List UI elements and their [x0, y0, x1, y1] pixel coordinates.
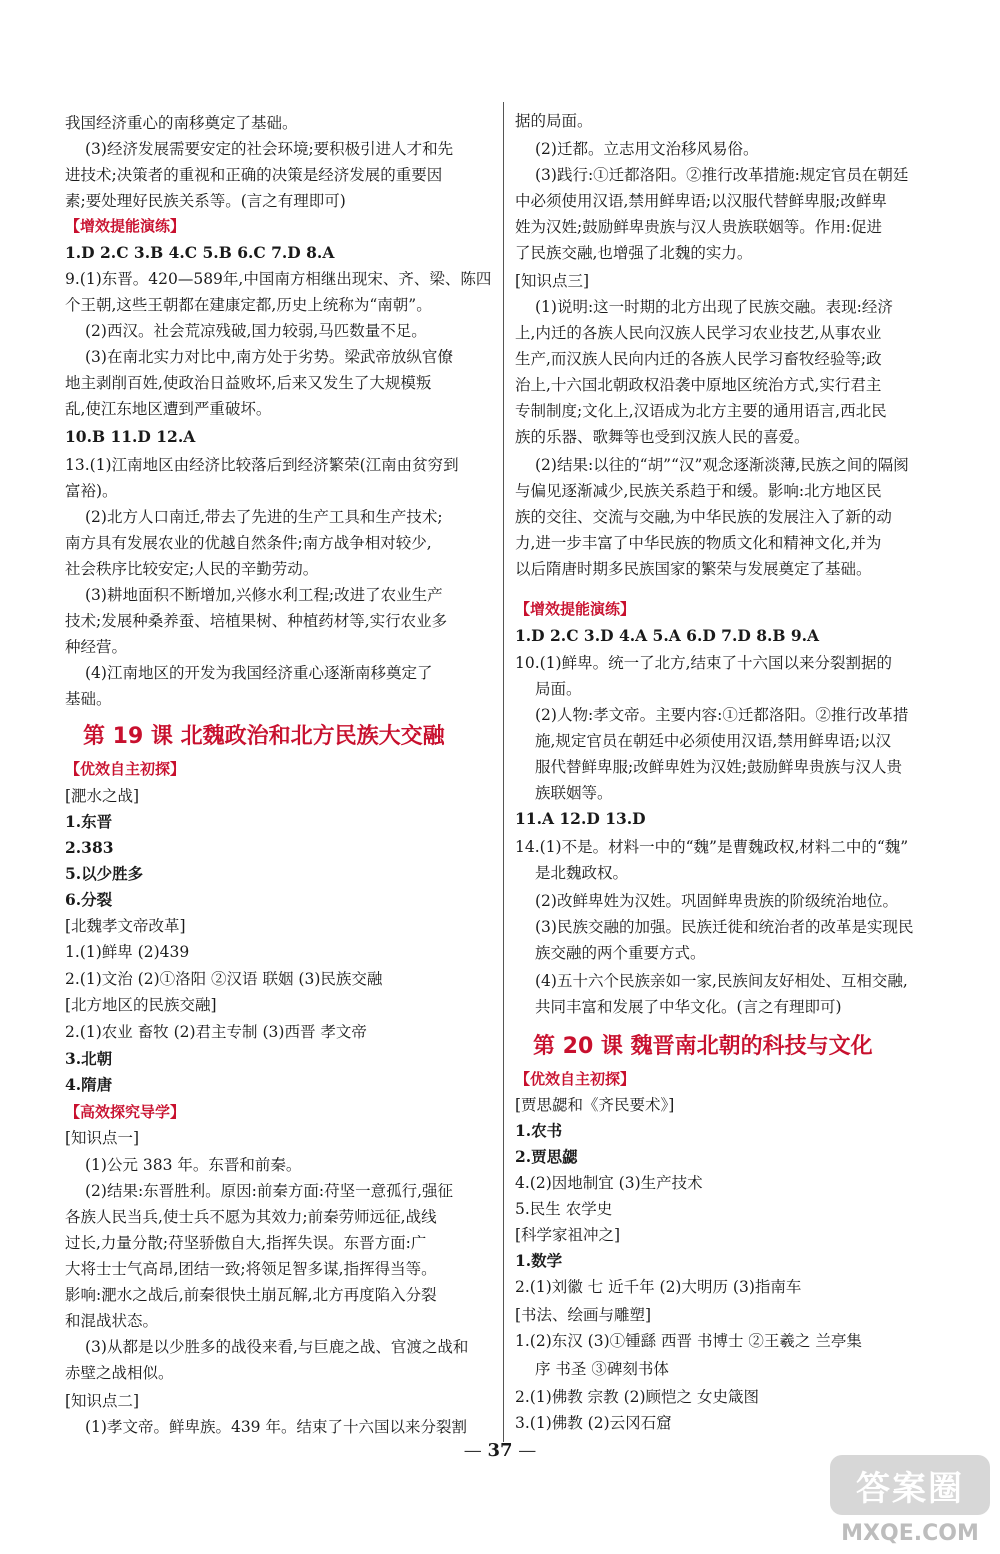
answer-line: (3)耕地面积不断增加,兴修水利工程;改进了农业生产: [85, 586, 443, 604]
answer-line: 种经营。: [65, 638, 128, 656]
answer-line: 赤壁之战相似。: [65, 1364, 174, 1382]
answer-line: 基础。: [65, 690, 112, 708]
answer-line: 14.(1)不是。材料一中的“魏”是曹魏政权,材料二中的“魏”: [515, 838, 909, 856]
answer-line: 中必须使用汉语,禁用鲜卑语;以汉服代替鲜卑服;改鲜卑: [515, 192, 887, 210]
answer-line: 11.A 12.D 13.D: [515, 809, 646, 828]
answer-line: 共同丰富和发展了中华文化。(言之有理即可): [535, 998, 842, 1016]
answer-line: 素;要处理好民族关系等。(言之有理即可): [65, 192, 346, 210]
answer-line: 过长,力量分散;苻坚骄傲自大,指挥失误。东晋方面:广: [65, 1234, 427, 1252]
answer-line: (2)西汉。社会荒凉残破,国力较弱,马匹数量不足。: [85, 322, 427, 340]
answer-line: [书法、绘画与雕塑]: [515, 1306, 652, 1324]
section-tag: 【高效探究导学】: [65, 1103, 186, 1121]
answer-line: 2.(1)刘徽 七 近千年 (2)大明历 (3)指南车: [515, 1278, 802, 1296]
answer-line: 10.(1)鲜卑。统一了北方,结束了十六国以来分裂割据的: [515, 654, 893, 672]
answer-line: 影响:淝水之战后,前秦很快土崩瓦解,北方再度陷入分裂: [65, 1286, 437, 1304]
answer-line: 3.(1)佛教 (2)云冈石窟: [515, 1414, 672, 1432]
answer-line: 和混战状态。: [65, 1312, 159, 1330]
watermark: [830, 1455, 990, 1551]
answer-line: 了民族交融,也增强了北魏的实力。: [515, 244, 753, 262]
answer-line: (2)北方人口南迁,带去了先进的生产工具和生产技术;: [85, 508, 443, 526]
answer-line: [北方地区的民族交融]: [65, 996, 217, 1014]
answer-line: 进技术;决策者的重视和正确的决策是经济发展的重要因: [65, 166, 443, 184]
answer-line: 各族人民当兵,使士兵不愿为其效力;前秦劳师远征,战线: [65, 1208, 437, 1226]
watermark-url: MXQE.COM: [841, 1521, 979, 1546]
answer-line: 13.(1)江南地区由经济比较落后到经济繁荣(江南由贫穷到: [65, 456, 459, 474]
page-number: [440, 1440, 560, 1461]
answer-line: (2)结果:以往的“胡”“汉”观念逐渐淡薄,民族之间的隔阂: [535, 456, 909, 474]
answer-line: [知识点三]: [515, 272, 590, 290]
answer-line: 2.(1)佛教 宗教 (2)顾恺之 女史箴图: [515, 1388, 759, 1406]
answer-line: [贾思勰和《齐民要术》]: [515, 1096, 675, 1114]
answer-line: [科学家祖冲之]: [515, 1226, 621, 1244]
answer-line: (2)结果:东晋胜利。原因:前秦方面:苻坚一意孤行,强征: [85, 1182, 454, 1200]
lesson-title: 第 19 课 北魏政治和北方民族大交融: [83, 724, 445, 749]
section-tag: 【优效自主初探】: [65, 760, 186, 778]
watermark-logo: 答案圈: [856, 1469, 964, 1509]
answer-line: (2)迁都。立志用文治移风易俗。: [535, 140, 759, 158]
answer-line: (3)在南北实力对比中,南方处于劣势。梁武帝放纵官僚: [85, 348, 453, 366]
answer-line: [知识点二]: [65, 1392, 140, 1410]
answer-line: 乱,使江东地区遭到严重破坏。: [65, 400, 272, 418]
answer-line: 1.(2)东汉 (3)①锺繇 西晋 书博士 ②王羲之 兰亭集: [515, 1332, 862, 1350]
answer-line: 我国经济重心的南移奠定了基础。: [65, 114, 298, 132]
page-number-dash-right-icon: —: [512, 1440, 537, 1461]
answer-line: 个王朝,这些王朝都在建康定都,历史上统称为“南朝”。: [65, 296, 432, 314]
answer-line: (3)践行:①迁都洛阳。②推行改革措施:规定官员在朝廷: [535, 166, 909, 184]
page-number-value: 37: [487, 1440, 513, 1461]
answer-line: 2.(1)文治 (2)①洛阳 ②汉语 联姻 (3)民族交融: [65, 970, 383, 988]
lesson-title: 第 20 课 魏晋南北朝的科技与文化: [533, 1034, 873, 1059]
answer-line: 治上,十六国北朝政权沿袭中原地区统治方式,实行君主: [515, 376, 882, 394]
answer-line: 1.数学: [515, 1251, 563, 1270]
answer-line: 9.(1)东晋。420—589年,中国南方相继出现宋、齐、梁、陈四: [65, 270, 492, 288]
answer-line: 大将士士气高昂,团结一致;将领足智多谋,指挥得当等。: [65, 1260, 437, 1278]
answer-line: (4)江南地区的开发为我国经济重心逐渐南移奠定了: [85, 664, 433, 682]
answer-line: (3)民族交融的加强。民族迁徙和统治者的改革是实现民: [535, 918, 914, 936]
answer-line: 上,内迁的各族人民向汉族人民学习农业技艺,从事农业: [515, 324, 882, 342]
answer-line: 据的局面。: [515, 112, 593, 130]
answer-line: 5.民生 农学史: [515, 1200, 613, 1218]
answer-line: 地主剥削百姓,使政治日益败坏,后来又发生了大规模叛: [65, 374, 432, 392]
answer-line: 5.以少胜多: [65, 864, 144, 883]
answer-line: 族的交往、交流与交融,为中华民族的发展注入了新的动: [515, 508, 892, 526]
section-tag: 【优效自主初探】: [515, 1070, 636, 1088]
answer-line: 技术;发展种桑养蚕、培植果树、种植药材等,实行农业多: [65, 612, 448, 630]
answer-line: 1.D 2.C 3.B 4.C 5.B 6.C 7.D 8.A: [65, 243, 335, 262]
answer-line: 富裕)。: [65, 482, 118, 500]
answer-line: 2.(1)农业 畜牧 (2)君主专制 (3)西晋 孝文帝: [65, 1023, 367, 1041]
answer-line: 专制制度;文化上,汉语成为北方主要的通用语言,西北民: [515, 402, 887, 420]
answer-line: 4.(2)因地制宜 (3)生产技术: [515, 1174, 703, 1192]
answer-line: 姓为汉姓;鼓励鲜卑贵族与汉人贵族联姻等。作用:促进: [515, 218, 882, 236]
answer-line: (2)人物:孝文帝。主要内容:①迁都洛阳。②推行改革措: [535, 706, 909, 724]
answer-line: 3.北朝: [65, 1049, 113, 1068]
section-tag: 【增效提能演练】: [515, 600, 636, 618]
answer-line: 施,规定官员在朝廷中必须使用汉语,禁用鲜卑语;以汉: [535, 732, 892, 750]
answer-line: 力,进一步丰富了中华民族的物质文化和精神文化,并为: [515, 534, 882, 552]
answer-line: 社会秩序比较安定;人民的辛勤劳动。: [65, 560, 319, 578]
answer-line: 南方具有发展农业的优越自然条件;南方战争相对较少,: [65, 534, 432, 552]
answer-line: (1)说明:这一时期的北方出现了民族交融。表现:经济: [535, 298, 893, 316]
answer-line: [知识点一]: [65, 1129, 140, 1147]
answer-line: (3)从都是以少胜多的战役来看,与巨鹿之战、官渡之战和: [85, 1338, 469, 1356]
answer-line: 1.D 2.C 3.D 4.A 5.A 6.D 7.D 8.B 9.A: [515, 626, 820, 645]
section-tag: 【增效提能演练】: [65, 217, 186, 235]
answer-line: 族的乐器、歌舞等也受到汉族人民的喜爱。: [515, 428, 810, 446]
answer-line: (1)孝文帝。鲜卑族。439 年。结束了十六国以来分裂割: [85, 1418, 467, 1436]
answer-line: 族联姻等。: [535, 784, 613, 802]
answer-line: 局面。: [535, 680, 582, 698]
answer-line: 服代替鲜卑服;改鲜卑姓为汉姓;鼓励鲜卑贵族与汉人贵: [535, 758, 902, 776]
answer-line: 以后隋唐时期多民族国家的繁荣与发展奠定了基础。: [515, 560, 872, 578]
answer-line: 1.(1)鲜卑 (2)439: [65, 943, 190, 961]
column-divider: [503, 102, 504, 1442]
answer-line: 4.隋唐: [65, 1075, 113, 1094]
answer-line: 生产,而汉族人民向内迁的各族人民学习畜牧经验等;政: [515, 350, 882, 368]
answer-line: [北魏孝文帝改革]: [65, 917, 186, 935]
answer-line: 1.农书: [515, 1121, 563, 1140]
answer-line: 1.东晋: [65, 812, 113, 831]
answer-line: 序 书圣 ③碑刻书体: [535, 1360, 669, 1378]
answer-line: (2)改鲜卑姓为汉姓。巩固鲜卑贵族的阶级统治地位。: [535, 892, 898, 910]
answer-line: 族交融的两个重要方式。: [535, 944, 706, 962]
answer-line: 是北魏政权。: [535, 864, 629, 882]
answer-line: 与偏见逐渐减少,民族关系趋于和缓。影响:北方地区民: [515, 482, 882, 500]
answer-line: [淝水之战]: [65, 787, 140, 805]
answer-line: (1)公元 383 年。东晋和前秦。: [85, 1156, 302, 1174]
page-number-dash-left-icon: —: [463, 1440, 488, 1461]
answer-line: 10.B 11.D 12.A: [65, 427, 196, 446]
answer-line: (3)经济发展需要安定的社会环境;要积极引进人才和先: [85, 140, 454, 158]
answer-line: 2.贾思勰: [515, 1147, 578, 1166]
answer-line: (4)五十六个民族亲如一家,民族间友好相处、互相交融,: [535, 972, 908, 990]
answer-line: 6.分裂: [65, 890, 113, 909]
answer-line: 2.383: [65, 838, 114, 857]
